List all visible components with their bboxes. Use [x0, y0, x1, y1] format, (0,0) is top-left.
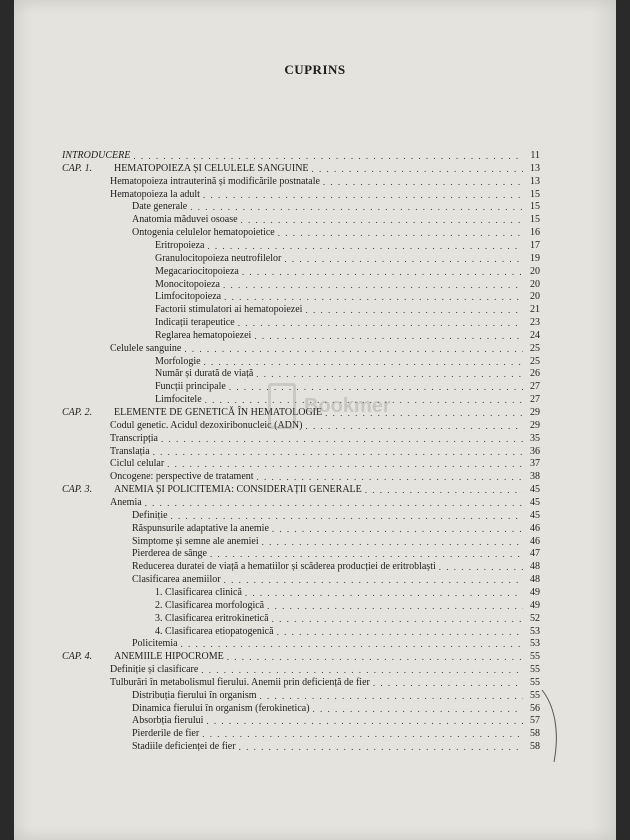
pen-bracket-mark [542, 690, 556, 762]
toc-page-number: 38 [530, 471, 540, 483]
toc-section-title: Date generale [132, 201, 188, 213]
toc-section-title: Distribuția fierului în organism [132, 689, 257, 701]
toc-section-title: Funcții principale [155, 381, 226, 393]
toc-page-number: 57 [530, 715, 540, 727]
toc-section-title: 4. Clasificarea etiopatogenică [155, 625, 274, 637]
toc-section-title: Indicații terapeutice [155, 317, 235, 328]
toc-section-title: Răspunsurile adaptative la anemie [132, 522, 269, 534]
toc-section-title: 1. Clasificarea clinică [155, 586, 242, 598]
toc-page-number: 45 [530, 484, 540, 496]
toc-chapter-number: CAP. 2. [62, 407, 93, 418]
toc-section-title: Definiție [132, 509, 168, 521]
toc-section-title: Anatomia măduvei osoase [132, 214, 238, 226]
toc-chapter-title: HEMATOPOIEZA ȘI CELULELE SANGUINE [114, 162, 309, 174]
toc-page-number: 48 [530, 561, 540, 573]
toc-page-number: 48 [530, 574, 540, 585]
toc-page-number: 24 [530, 329, 540, 341]
toc-page-number: 47 [530, 548, 540, 560]
toc-section-title: Definiție și clasificare [110, 664, 199, 675]
toc-page-number: 37 [530, 458, 540, 470]
toc-section-title: Ontogenia celulelor hematopoietice [132, 227, 275, 239]
toc-section-title: Limfocitopoieza [155, 291, 222, 303]
toc-page-number: 45 [530, 509, 540, 521]
toc-page-number: 27 [530, 381, 540, 393]
toc-page-number: 49 [530, 599, 540, 611]
toc-page-number: 13 [530, 175, 540, 187]
toc-page-number: 45 [530, 496, 540, 508]
toc-section-title: Transcripția [110, 432, 158, 444]
toc-section-title: Monocitopoieza [155, 278, 220, 290]
toc-page-number: 55 [530, 676, 540, 688]
toc-section-title: Codul genetic. Acidul dezoxiribonucleic (ADN) [110, 419, 303, 431]
toc-section-title: 2. Clasificarea morfologică [155, 599, 265, 611]
toc-page-number: 46 [530, 522, 540, 534]
toc-section-title: Hematopoieza la adult [110, 188, 200, 200]
toc-chapter-number: CAP. 4. [62, 651, 93, 663]
toc-section-title: Morfologie [155, 355, 201, 367]
toc-page-number: 19 [530, 252, 540, 264]
toc-page-number: 15 [530, 201, 540, 213]
toc-section-title: Reglarea hematopoiezei [155, 329, 252, 341]
toc-section-title: Megacariocitopoieza [155, 265, 239, 277]
toc-section-title: Oncogene: perspective de tratament [110, 471, 254, 483]
pen-marks [14, 0, 616, 840]
toc-page-number: 23 [530, 317, 540, 328]
toc-page-number: 20 [530, 278, 540, 290]
toc-chapter-title: ANEMIILE HIPOCROME [114, 651, 224, 663]
toc-page-number: 26 [530, 368, 540, 380]
toc-page-number: 58 [530, 728, 540, 740]
toc-page-number: 53 [530, 638, 540, 650]
toc-section-title: Absorbția fierului [132, 715, 204, 727]
toc-page-number: 25 [530, 355, 540, 367]
toc-page-number: 56 [530, 702, 540, 714]
toc-section-title: Hematopoieza intrauterină și modificările postnatale [110, 175, 320, 187]
toc-page-number: 49 [530, 586, 540, 598]
toc-section-title: Anemia [110, 496, 142, 508]
toc-page-number: 11 [530, 150, 540, 161]
toc-page-number: 29 [530, 419, 540, 431]
toc-page-number: 20 [530, 265, 540, 277]
toc-chapter-title: ANEMIA ȘI POLICITEMIA: CONSIDERAȚII GENERALE [114, 484, 362, 496]
toc-page-number: 15 [530, 214, 540, 226]
toc-page-number: 29 [530, 407, 540, 418]
toc-page-number: 15 [530, 188, 540, 200]
book-page [14, 0, 616, 840]
toc-page-number: 55 [530, 651, 540, 663]
toc-section-title: Pierderea de sânge [132, 548, 207, 560]
toc-section-title: Tulburări în metabolismul fierului. Anemii prin deficiență de fier [110, 676, 370, 688]
toc-page-number: 36 [530, 445, 540, 457]
toc-section-title: Reducerea duratei de viață a hematiilor și scăderea producției de eritroblaști [132, 561, 436, 573]
toc-section-title: Factorii stimulatori ai hematopoiezei [155, 304, 303, 316]
toc-page-number: 16 [530, 227, 540, 239]
toc-page-number: 55 [530, 664, 540, 675]
toc-page-number: 25 [530, 342, 540, 354]
toc-page-number: 13 [530, 162, 540, 174]
toc-page-number: 52 [530, 612, 540, 624]
toc-section-title: Celulele sanguine [110, 342, 182, 354]
toc-section-title: Translația [110, 445, 150, 457]
toc-page-number: 55 [530, 689, 540, 701]
toc-chapter-title: INTRODUCERE [62, 150, 131, 161]
toc-section-title: Policitemia [132, 638, 178, 650]
toc-section-title: Limfocitele [155, 394, 202, 406]
toc-section-title: Dinamica fierului în organism (ferokinetica) [132, 702, 310, 714]
toc-page-number: 58 [530, 741, 540, 753]
toc-page-number: 27 [530, 394, 540, 406]
toc-page-number: 35 [530, 432, 540, 444]
watermark-text: Bookmer [304, 395, 391, 417]
toc-chapter-title: ELEMENTE DE GENETICĂ ÎN HEMATOLOGIE [114, 407, 323, 418]
toc-chapter-number: CAP. 3. [62, 484, 93, 496]
toc-section-title: Eritropoieza [155, 239, 205, 251]
toc-page-number: 17 [530, 239, 540, 251]
toc-section-title: Ciclul celular [110, 458, 165, 470]
toc-section-title: Clasificarea anemiilor [132, 574, 221, 585]
toc-section-title: 3. Clasificarea eritrokinetică [155, 612, 269, 624]
toc-section-title: Număr și durată de viață [155, 368, 254, 380]
toc-chapter-number: CAP. 1. [62, 162, 93, 174]
toc-section-title: Stadiile deficienței de fier [132, 741, 236, 753]
toc-section-title: Pierderile de fier [132, 728, 200, 740]
toc-page-number: 20 [530, 291, 540, 303]
toc-page-number: 53 [530, 625, 540, 637]
toc-page-number: 21 [530, 304, 540, 316]
toc-section-title: Granulocitopoieza neutrofilelor [155, 252, 282, 264]
toc-page-number: 46 [530, 535, 540, 547]
page-title: CUPRINS [284, 62, 346, 77]
toc-section-title: Simptome și semne ale anemiei [132, 535, 259, 547]
